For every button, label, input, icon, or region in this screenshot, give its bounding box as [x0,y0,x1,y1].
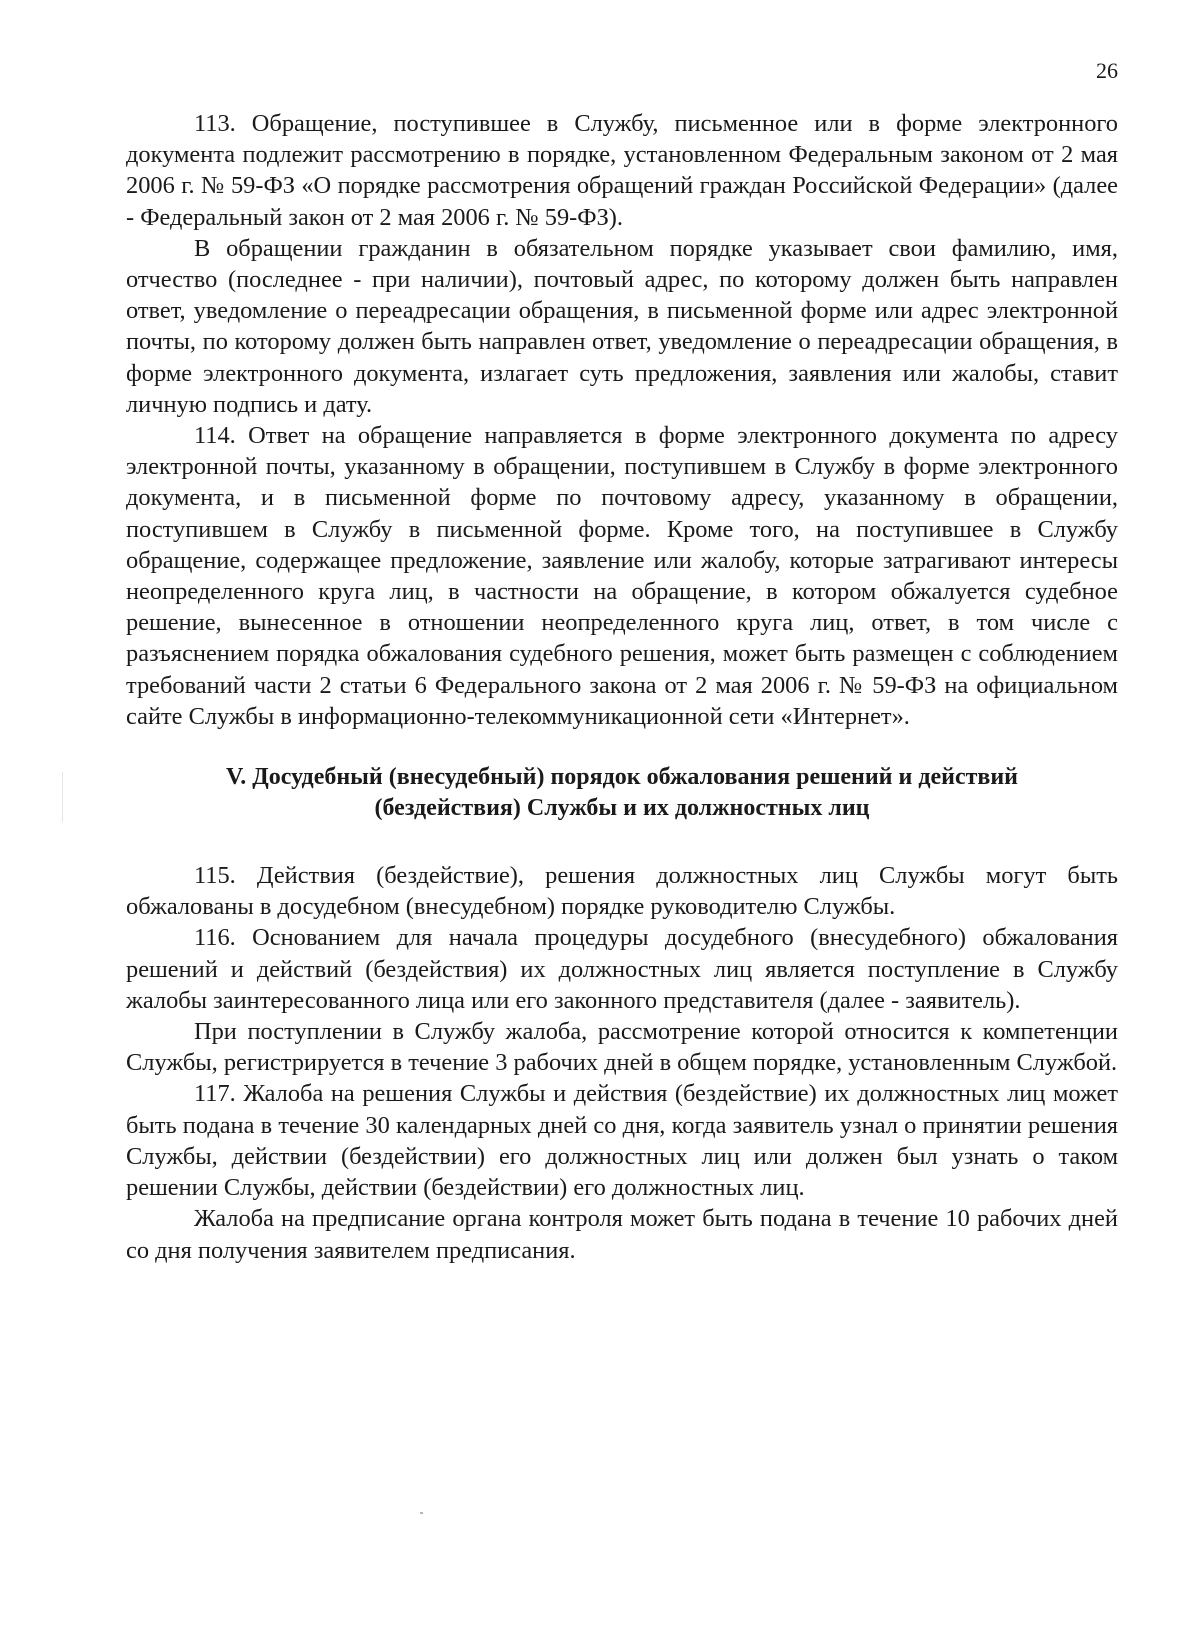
paragraph-113-requirements: В обращении гражданин в обязательном порядке указывает свои фамилию, имя, отчество (последнее - при наличии), почтовый адрес, по которому должен быть направлен ответ, уведомление о переадресации обращения, в письменной форме или адрес электронной почты, по которому должен быть направлен ответ, уведомление о переадресации обращения, в форме электронного документа, излагает суть предложения, заявления или жалобы, ставит личную подпись и дату. [126,234,1118,418]
section-heading-line-1: V. Досудебный (внесудебный) порядок обжалования решений и действий [225,764,1018,791]
section-heading-line-2: (бездействия) Службы и их должностных лиц [374,795,870,822]
paragraph-113: 113. Обращение, поступившее в Службу, письменное или в форме электронного документа подлежит рассмотрению в порядке, установленном Федеральным законом от 2 мая 2006 г. № 59-ФЗ «О порядке рассмотрения обращений граждан Российской Федерации» (далее - Федеральный закон от 2 мая 2006 г. № 59-ФЗ). [126,110,1118,231]
section-heading [126,762,1118,824]
scan-speck [420,1512,423,1514]
page-number: 26 [1096,58,1118,83]
document-body [126,108,1118,1266]
paragraph-116-registration: При поступлении в Службу жалоба, рассмотрение которой относится к компетенции Службы, регистрируется в течение 3 рабочих дней в общем порядке, установленным Службой. [126,1018,1118,1077]
paragraph-116: 116. Основанием для начала процедуры досудебного (внесудебного) обжалования решений и действий (бездействия) их должностных лиц является поступление в Службу жалобы заинтересованного лица или его законного представителя (далее - заявитель). [126,924,1118,1014]
paragraph-114: 114. Ответ на обращение направляется в форме электронного документа по адресу электронной почты, указанному в обращении, поступившем в Службу в форме электронного документа, и в письменной форме по почтовому адресу, указанному в обращении, поступившем в Службу в письменной форме. Кроме того, на поступившее в Службу обращение, содержащее предложение, заявление или жалобу, которые затрагивают интересы неопределенного круга лиц, в частности на обращение, в котором обжалуется судебное решение, вынесенное в отношении неопределенного круга лиц, ответ, в том числе с разъяснением порядка обжалования судебного решения, может быть размещен с соблюдением требований части 2 статьи 6 Федерального закона от 2 мая 2006 г. № 59-ФЗ на официальном сайте Службы в информационно-телекоммуникационной сети «Интернет». [126,422,1118,730]
paragraph-117-prescription: Жалоба на предписание органа контроля может быть подана в течение 10 рабочих дней со дня получения заявителем предписания. [126,1205,1118,1264]
scan-speck [62,772,63,822]
paragraph-115: 115. Действия (бездействие), решения должностных лиц Службы могут быть обжалованы в досудебном (внесудебном) порядке руководителю Службы. [126,862,1118,921]
paragraph-117: 117. Жалоба на решения Службы и действия (бездействие) их должностных лиц может быть подана в течение 30 календарных дней со дня, когда заявитель узнал о принятии решения Службы, действии (бездействии) его должностных лиц или должен был узнать о таком решении Службы, действии (бездействии) его должностных лиц. [126,1080,1118,1202]
